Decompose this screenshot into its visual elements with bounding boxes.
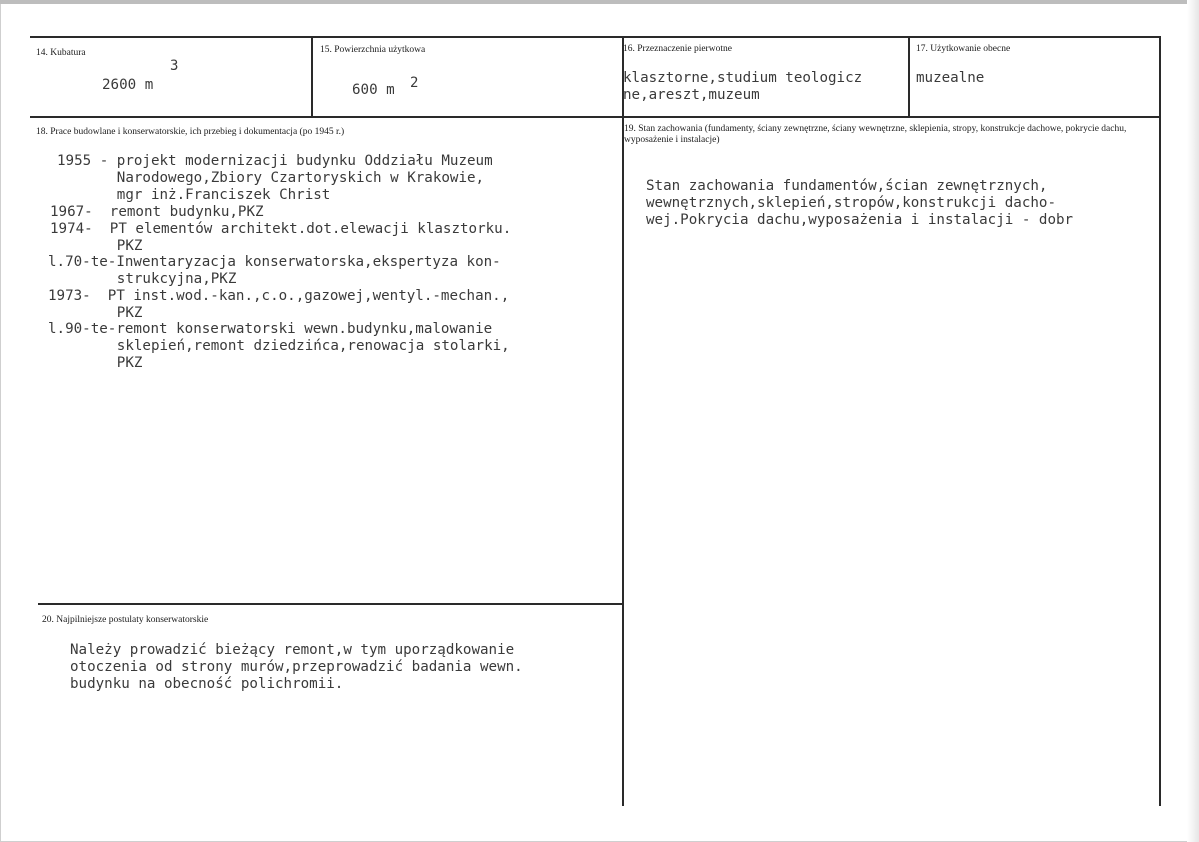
- prace-line: PKZ: [57, 305, 143, 321]
- kubatura-exponent: 3: [170, 58, 179, 74]
- przeznaczenie-line-1: klasztorne,studium teologicz: [623, 70, 863, 86]
- prace-line: 1973- PT inst.wod.-kan.,c.o.,gazowej,wentyl.-mechan.,: [48, 288, 510, 304]
- postulaty-line: Należy prowadzić bieżący remont,w tym uporządkowanie: [70, 642, 515, 658]
- prace-line: sklepień,remont dziedzińca,renowacja stolarki,: [57, 338, 510, 354]
- postulaty-label: 20. Najpilniejsze postulaty konserwatorskie: [42, 615, 209, 625]
- prace-line: mgr inż.Franciszek Christ: [57, 187, 331, 203]
- prace-line: PKZ: [57, 355, 143, 371]
- postulaty-line: otoczenia od strony murów,przeprowadzić badania wewn.: [70, 659, 523, 675]
- rule-box20-top: [38, 603, 623, 605]
- uzytkowanie-value: muzealne: [916, 70, 985, 86]
- top-edge: [0, 0, 1199, 4]
- postulaty-line: budynku na obecność polichromii.: [70, 676, 344, 692]
- prace-line: 1974- PT elementów architekt.dot.elewacji klasztorku.: [50, 221, 512, 237]
- prace-line: PKZ: [57, 238, 143, 254]
- stan-line: wewnętrznych,sklepień,stropów,konstrukcji dacho-: [646, 195, 1056, 211]
- prace-line: l.90-te-remont konserwatorski wewn.budynku,malowanie: [48, 321, 493, 337]
- rule-top: [30, 36, 1160, 38]
- powierzchnia-exponent: 2: [410, 75, 419, 91]
- przeznaczenie-label: 16. Przeznaczenie pierwotne: [623, 44, 732, 54]
- stan-label: 19. Stan zachowania (fundamenty, ściany zewnętrzne, ściany wewnętrzne, sklepienia, stropy, konstrukcje dachowe, pokrycie dachu, wyposażenie i instalacje): [624, 124, 1127, 145]
- prace-line: 1955 - projekt modernizacji budynku Oddziału Muzeum: [57, 153, 493, 169]
- rule-row1-bottom: [30, 116, 1160, 118]
- prace-label: 18. Prace budowlane i konserwatorskie, ich przebieg i dokumentacja (po 1945 r.): [36, 127, 345, 137]
- przeznaczenie-line-2: ne,areszt,muzeum: [623, 87, 760, 103]
- prace-line: strukcyjna,PKZ: [57, 271, 237, 287]
- powierzchnia-value: 600 m: [352, 82, 395, 98]
- prace-line: 1967- remont budynku,PKZ: [50, 204, 264, 220]
- rule-v-right: [1159, 36, 1161, 806]
- rule-v-16-17: [908, 36, 910, 116]
- kubatura-value: 2600 m: [102, 77, 154, 93]
- kubatura-label: 14. Kubatura: [36, 48, 86, 58]
- stan-line: wej.Pokrycia dachu,wyposażenia i instalacji - dobr: [646, 212, 1074, 228]
- rule-v-center: [622, 36, 624, 806]
- prace-line: Narodowego,Zbiory Czartoryskich w Krakowie,: [57, 170, 485, 186]
- card-edge-shadow: [1187, 0, 1199, 842]
- prace-line: l.70-te-Inwentaryzacja konserwatorska,ekspertyza kon-: [48, 254, 501, 270]
- stan-line: Stan zachowania fundamentów,ścian zewnętrznych,: [646, 178, 1048, 194]
- rule-v-14-15: [311, 36, 313, 116]
- uzytkowanie-label: 17. Użytkowanie obecne: [916, 44, 1011, 54]
- powierzchnia-label: 15. Powierzchnia użytkowa: [320, 45, 426, 55]
